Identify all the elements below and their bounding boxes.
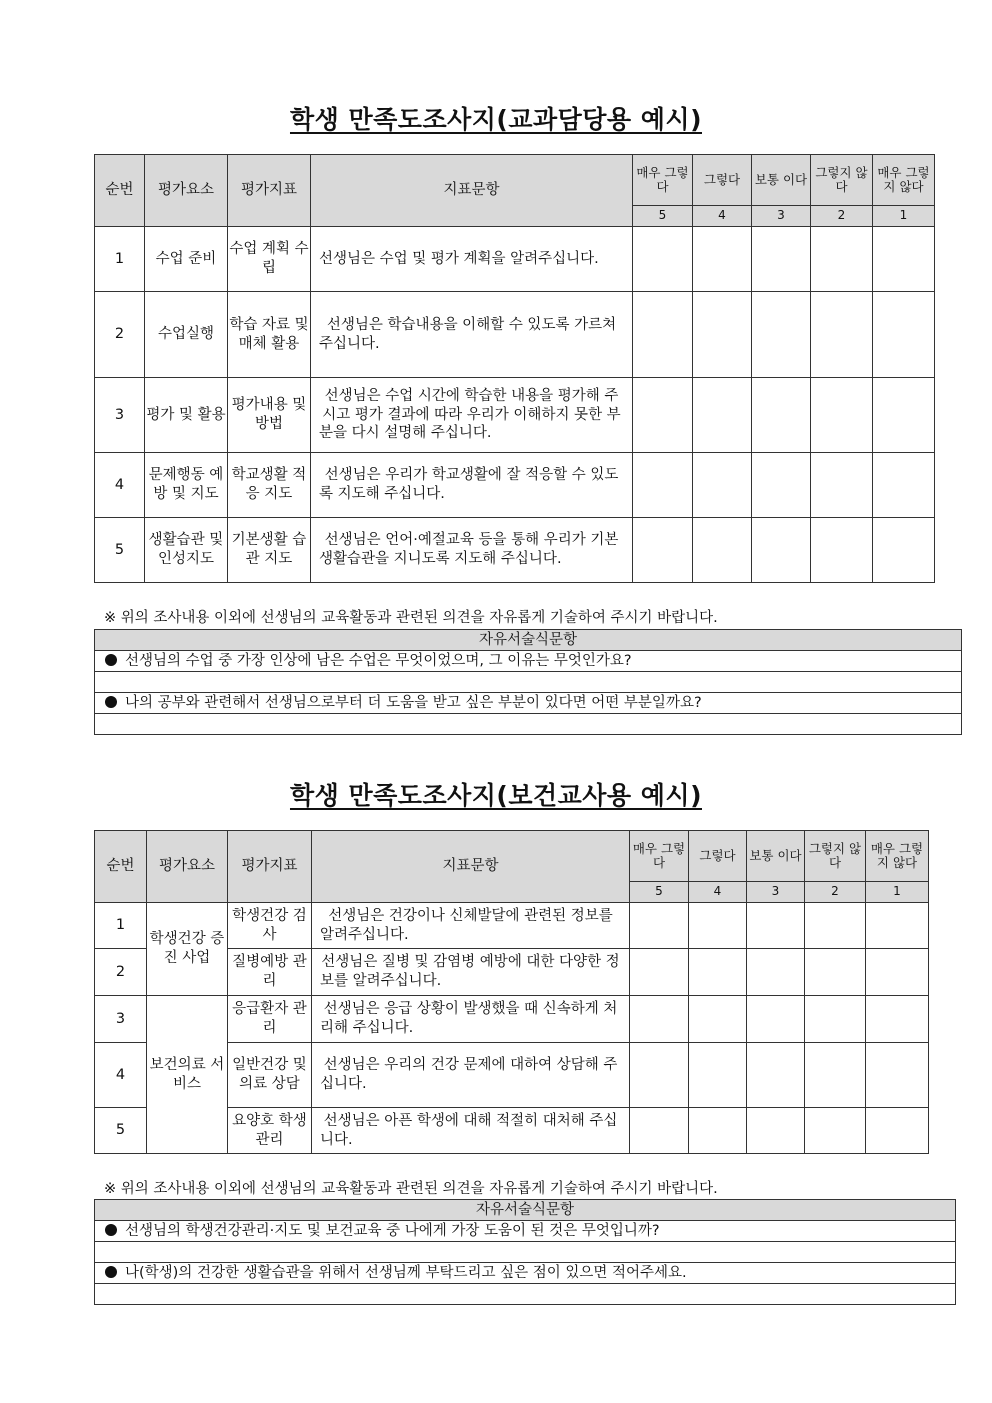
rating-cell[interactable] xyxy=(693,292,752,378)
row-indicator: 요양호 학생관리 xyxy=(228,1108,312,1154)
rating-cell[interactable] xyxy=(805,1043,866,1108)
free-question: 선생님의 학생건강관리·지도 및 보건교육 중 나에게 가장 도움이 된 것은 무엇입니까? xyxy=(95,1221,956,1242)
header-rating-5: 매우 그렇다 xyxy=(633,155,693,206)
free-header: 자유서술식문항 xyxy=(95,1200,956,1221)
rating-cell[interactable] xyxy=(811,378,873,453)
rating-cell[interactable] xyxy=(689,903,747,949)
row-no: 4 xyxy=(95,1043,147,1108)
row-element: 생활습관 및 인성지도 xyxy=(145,518,228,583)
rating-cell[interactable] xyxy=(752,292,811,378)
table-row xyxy=(95,903,929,949)
header-item: 지표문항 xyxy=(312,831,630,903)
survey2-free-table xyxy=(94,1199,956,1305)
scale-3: 3 xyxy=(752,206,811,227)
free-question: 나(학생)의 건강한 생활습관을 위해서 선생님께 부탁드리고 싶은 점이 있으면 적어주세요. xyxy=(95,1263,956,1284)
survey2-table xyxy=(94,830,929,1154)
row-element: 평가 및 활용 xyxy=(145,378,228,453)
free-answer-field[interactable] xyxy=(95,1284,956,1305)
free-header: 자유서술식문항 xyxy=(95,630,962,651)
rating-cell[interactable] xyxy=(747,903,805,949)
scale-5: 5 xyxy=(633,206,693,227)
bullet-icon xyxy=(105,654,117,666)
rating-cell[interactable] xyxy=(633,227,693,292)
header-indicator: 평가지표 xyxy=(228,155,311,227)
table-row xyxy=(95,996,929,1043)
row-no: 5 xyxy=(95,1108,147,1154)
header-element: 평가요소 xyxy=(147,831,228,903)
bullet-icon xyxy=(105,1266,117,1278)
row-no: 3 xyxy=(95,996,147,1043)
rating-cell[interactable] xyxy=(630,949,689,996)
header-rating-3: 보통 이다 xyxy=(747,831,805,882)
rating-cell[interactable] xyxy=(633,453,693,518)
row-item: 선생님은 건강이나 신체발달에 관련된 정보를 알려주십니다. xyxy=(312,903,630,949)
bullet-icon xyxy=(105,696,117,708)
rating-cell[interactable] xyxy=(866,949,929,996)
rating-cell[interactable] xyxy=(689,996,747,1043)
scale-4: 4 xyxy=(693,206,752,227)
row-item: 선생님은 아픈 학생에 대해 적절히 대처해 주십니다. xyxy=(312,1108,630,1154)
rating-cell[interactable] xyxy=(866,1043,929,1108)
header-rating-4: 그렇다 xyxy=(693,155,752,206)
row-element-group: 보건의료 서비스 xyxy=(147,996,228,1154)
scale-1: 1 xyxy=(866,882,929,903)
rating-cell[interactable] xyxy=(747,1043,805,1108)
rating-cell[interactable] xyxy=(811,518,873,583)
survey1-title: 학생 만족도조사지(교과담당용 예시) xyxy=(289,105,702,134)
row-indicator: 학생건강 검사 xyxy=(228,903,312,949)
row-item: 선생님은 우리가 학교생활에 잘 적응할 수 있도록 지도해 주십니다. xyxy=(311,453,633,518)
rating-cell[interactable] xyxy=(630,903,689,949)
row-no: 2 xyxy=(95,949,147,996)
row-item: 선생님은 학습내용을 이해할 수 있도록 가르쳐 주십니다. xyxy=(311,292,633,378)
rating-cell[interactable] xyxy=(689,949,747,996)
row-indicator: 학교생활 적응 지도 xyxy=(228,453,311,518)
header-rating-5: 매우 그렇다 xyxy=(630,831,689,882)
row-element: 문제행동 예방 및 지도 xyxy=(145,453,228,518)
rating-cell[interactable] xyxy=(873,378,935,453)
bullet-icon xyxy=(105,1224,117,1236)
row-indicator: 기본생활 습관 지도 xyxy=(228,518,311,583)
row-indicator: 질병예방 관리 xyxy=(228,949,312,996)
row-item: 선생님은 응급 상황이 발생했을 때 신속하게 처리해 주십니다. xyxy=(312,996,630,1043)
rating-cell[interactable] xyxy=(873,453,935,518)
rating-cell[interactable] xyxy=(805,996,866,1043)
row-element: 수업 준비 xyxy=(145,227,228,292)
survey2-note: ※ 위의 조사내용 이외에 선생님의 교육활동과 관련된 의견을 자유롭게 기술하여 주시기 바랍니다. xyxy=(104,1181,718,1197)
scale-2: 2 xyxy=(805,882,866,903)
rating-cell[interactable] xyxy=(633,292,693,378)
free-question: 선생님의 수업 중 가장 인상에 남은 수업은 무엇이었으며, 그 이유는 무엇인가요? xyxy=(95,651,962,672)
rating-cell[interactable] xyxy=(747,1108,805,1154)
table-row xyxy=(95,453,935,518)
header-rating-2: 그렇지 않다 xyxy=(805,831,866,882)
table-row xyxy=(95,518,935,583)
rating-cell[interactable] xyxy=(630,996,689,1043)
rating-cell[interactable] xyxy=(747,996,805,1043)
row-item: 선생님은 수업 시간에 학습한 내용을 평가해 주시고 평가 결과에 따라 우리가 이해하지 못한 부분을 다시 설명해 주십니다. xyxy=(311,378,633,453)
row-no: 5 xyxy=(95,518,145,583)
rating-cell[interactable] xyxy=(693,227,752,292)
rating-cell[interactable] xyxy=(866,1108,929,1154)
rating-cell[interactable] xyxy=(633,518,693,583)
rating-cell[interactable] xyxy=(811,292,873,378)
rating-cell[interactable] xyxy=(873,518,935,583)
row-indicator: 응급환자 관리 xyxy=(228,996,312,1043)
rating-cell[interactable] xyxy=(630,1108,689,1154)
row-item: 선생님은 언어·예절교육 등을 통해 우리가 기본생활습관을 지니도록 지도해 주십니다. xyxy=(311,518,633,583)
rating-cell[interactable] xyxy=(693,378,752,453)
rating-cell[interactable] xyxy=(630,1043,689,1108)
row-no: 3 xyxy=(95,378,145,453)
rating-cell[interactable] xyxy=(747,949,805,996)
survey1-table xyxy=(94,154,935,583)
row-item: 선생님은 질병 및 감염병 예방에 대한 다양한 정보를 알려주십니다. xyxy=(312,949,630,996)
rating-cell[interactable] xyxy=(866,996,929,1043)
free-answer-field[interactable] xyxy=(95,1242,956,1263)
free-answer-field[interactable] xyxy=(95,672,962,693)
rating-cell[interactable] xyxy=(752,378,811,453)
rating-cell[interactable] xyxy=(805,1108,866,1154)
rating-cell[interactable] xyxy=(866,903,929,949)
header-rating-1: 매우 그렇지 않다 xyxy=(866,831,929,882)
header-element: 평가요소 xyxy=(145,155,228,227)
rating-cell[interactable] xyxy=(811,453,873,518)
rating-cell[interactable] xyxy=(805,903,866,949)
rating-cell[interactable] xyxy=(752,227,811,292)
header-no: 순번 xyxy=(95,831,147,903)
scale-1: 1 xyxy=(873,206,935,227)
row-indicator: 학습 자료 및 매체 활용 xyxy=(228,292,311,378)
rating-cell[interactable] xyxy=(752,518,811,583)
rating-cell[interactable] xyxy=(693,518,752,583)
row-indicator: 평가내용 및 방법 xyxy=(228,378,311,453)
rating-cell[interactable] xyxy=(689,1043,747,1108)
scale-3: 3 xyxy=(747,882,805,903)
scale-4: 4 xyxy=(689,882,747,903)
header-indicator: 평가지표 xyxy=(228,831,312,903)
free-answer-field[interactable] xyxy=(95,714,962,735)
rating-cell[interactable] xyxy=(752,453,811,518)
row-no: 1 xyxy=(95,227,145,292)
rating-cell[interactable] xyxy=(689,1108,747,1154)
table-row xyxy=(95,227,935,292)
rating-cell[interactable] xyxy=(873,227,935,292)
row-no: 2 xyxy=(95,292,145,378)
scale-5: 5 xyxy=(630,882,689,903)
row-element-group: 학생건강 증진 사업 xyxy=(147,903,228,996)
rating-cell[interactable] xyxy=(811,227,873,292)
scale-2: 2 xyxy=(811,206,873,227)
row-item: 선생님은 우리의 건강 문제에 대하여 상담해 주십니다. xyxy=(312,1043,630,1108)
row-indicator: 일반건강 및 의료 상담 xyxy=(228,1043,312,1108)
row-no: 1 xyxy=(95,903,147,949)
header-rating-1: 매우 그렇지 않다 xyxy=(873,155,935,206)
free-question: 나의 공부와 관련해서 선생님으로부터 더 도움을 받고 싶은 부분이 있다면 어떤 부분일까요? xyxy=(95,693,962,714)
table-row xyxy=(95,292,935,378)
row-indicator: 수업 계획 수립 xyxy=(228,227,311,292)
survey1-free-table xyxy=(94,629,962,735)
rating-cell[interactable] xyxy=(633,378,693,453)
row-item: 선생님은 수업 및 평가 계획을 알려주십니다. xyxy=(311,227,633,292)
header-rating-3: 보통 이다 xyxy=(752,155,811,206)
row-no: 4 xyxy=(95,453,145,518)
header-rating-4: 그렇다 xyxy=(689,831,747,882)
rating-cell[interactable] xyxy=(693,453,752,518)
survey1-note: ※ 위의 조사내용 이외에 선생님의 교육활동과 관련된 의견을 자유롭게 기술하여 주시기 바랍니다. xyxy=(104,610,718,626)
header-no: 순번 xyxy=(95,155,145,227)
rating-cell[interactable] xyxy=(805,949,866,996)
rating-cell[interactable] xyxy=(873,292,935,378)
survey2-title: 학생 만족도조사지(보건교사용 예시) xyxy=(289,781,702,810)
header-item: 지표문항 xyxy=(311,155,633,227)
row-element: 수업실행 xyxy=(145,292,228,378)
table-row xyxy=(95,378,935,453)
header-rating-2: 그렇지 않다 xyxy=(811,155,873,206)
